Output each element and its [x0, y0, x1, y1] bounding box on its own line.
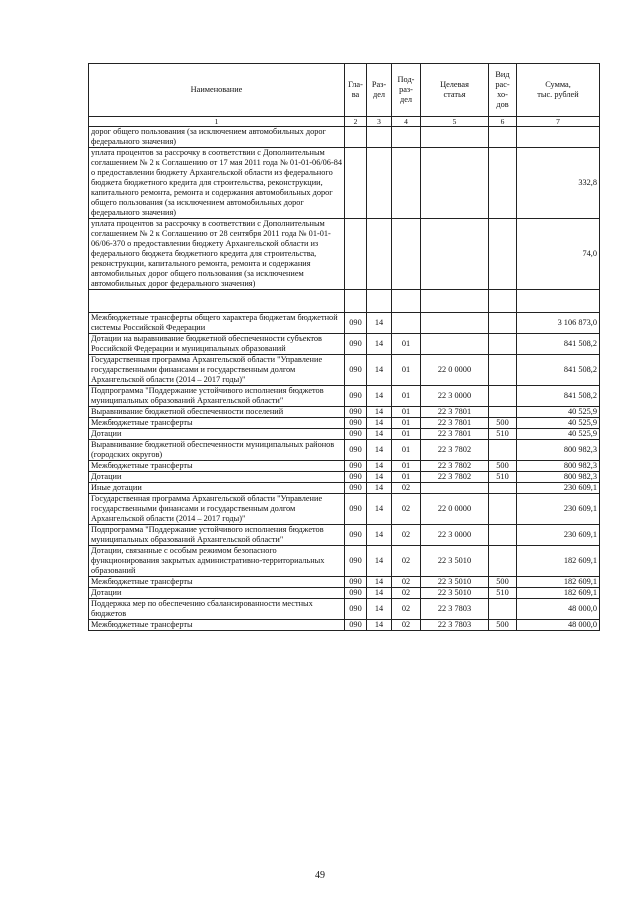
table-row [89, 472, 600, 483]
row-target: 22 3 7802 [421, 461, 489, 472]
row-target: 22 3 7801 [421, 407, 489, 418]
row-target: 22 3 0000 [421, 386, 489, 407]
row-subsection: 02 [392, 588, 421, 599]
column-number: 4 [392, 117, 421, 127]
row-chapter [345, 290, 367, 313]
row-chapter: 090 [345, 546, 367, 577]
table-row [89, 440, 600, 461]
row-exptype [489, 407, 517, 418]
row-amount: 230 609,1 [517, 494, 600, 525]
row-section [367, 290, 392, 313]
column-number-row [89, 117, 600, 127]
row-exptype: 500 [489, 461, 517, 472]
row-subsection: 01 [392, 407, 421, 418]
row-subsection [392, 127, 421, 148]
row-exptype [489, 386, 517, 407]
row-amount: 48 000,0 [517, 620, 600, 631]
table-row [89, 127, 600, 148]
row-section: 14 [367, 407, 392, 418]
row-name: Межбюджетные трансферты общего характера бюджетам бюджетной системы Российской Федерации [89, 313, 345, 334]
row-exptype [489, 355, 517, 386]
row-name: Дотации [89, 429, 345, 440]
row-amount: 230 609,1 [517, 525, 600, 546]
row-subsection: 02 [392, 546, 421, 577]
row-name: Государственная программа Архангельской области "Управление государственными финансами и государственным долгом Архангельской области (2014 – 2017 годы)" [89, 355, 345, 386]
table-row [89, 355, 600, 386]
row-chapter: 090 [345, 588, 367, 599]
row-subsection: 01 [392, 418, 421, 429]
table-row [89, 620, 600, 631]
row-section: 14 [367, 483, 392, 494]
row-name: Государственная программа Архангельской области "Управление государственными финансами и государственным долгом Архангельской области (2014 – 2017 годы)" [89, 494, 345, 525]
table-row [89, 588, 600, 599]
row-amount: 40 525,9 [517, 407, 600, 418]
row-section: 14 [367, 494, 392, 525]
table-row [89, 525, 600, 546]
row-target: 22 0 0000 [421, 494, 489, 525]
row-amount: 182 609,1 [517, 588, 600, 599]
row-subsection: 01 [392, 440, 421, 461]
page-number: 49 [315, 870, 325, 881]
row-section: 14 [367, 386, 392, 407]
row-target: 22 0 0000 [421, 355, 489, 386]
budget-table [88, 63, 600, 631]
column-number: 3 [367, 117, 392, 127]
header-subsection: Под- раз- дел [392, 64, 421, 117]
row-subsection: 02 [392, 599, 421, 620]
header-amount: Сумма, тыс. рублей [517, 64, 600, 117]
table-row [89, 461, 600, 472]
header-name: Наименование [89, 64, 345, 117]
row-exptype [489, 313, 517, 334]
header-chapter: Гла- ва [345, 64, 367, 117]
table-row [89, 483, 600, 494]
row-name: Подпрограмма "Поддержание устойчивого исполнения бюджетов муниципальных образований Архангельской области" [89, 386, 345, 407]
row-exptype [489, 525, 517, 546]
row-target: 22 3 5010 [421, 577, 489, 588]
row-section: 14 [367, 577, 392, 588]
row-target: 22 3 5010 [421, 588, 489, 599]
row-chapter: 090 [345, 355, 367, 386]
row-chapter: 090 [345, 525, 367, 546]
row-chapter: 090 [345, 599, 367, 620]
row-section: 14 [367, 588, 392, 599]
table-row [89, 407, 600, 418]
table-row [89, 599, 600, 620]
row-amount: 74,0 [517, 219, 600, 290]
row-name: Межбюджетные трансферты [89, 577, 345, 588]
row-exptype: 510 [489, 588, 517, 599]
row-amount: 800 982,3 [517, 461, 600, 472]
row-amount: 841 508,2 [517, 386, 600, 407]
table-header-row [89, 64, 600, 117]
column-number: 6 [489, 117, 517, 127]
row-name: Поддержка мер по обеспечению сбалансированности местных бюджетов [89, 599, 345, 620]
row-chapter [345, 219, 367, 290]
table-row [89, 429, 600, 440]
row-amount: 800 982,3 [517, 472, 600, 483]
table-row [89, 577, 600, 588]
table-row [89, 418, 600, 429]
row-section: 14 [367, 525, 392, 546]
column-number: 5 [421, 117, 489, 127]
row-target: 22 3 7802 [421, 440, 489, 461]
row-target [421, 313, 489, 334]
row-chapter: 090 [345, 334, 367, 355]
row-chapter: 090 [345, 577, 367, 588]
table-row [89, 219, 600, 290]
row-name: Дотации на выравнивание бюджетной обеспеченности субъектов Российской Федерации и муниципальных образований [89, 334, 345, 355]
row-name: Иные дотации [89, 483, 345, 494]
row-subsection: 02 [392, 494, 421, 525]
row-section: 14 [367, 313, 392, 334]
row-amount [517, 290, 600, 313]
row-exptype: 500 [489, 418, 517, 429]
row-exptype [489, 290, 517, 313]
row-target [421, 127, 489, 148]
row-chapter: 090 [345, 483, 367, 494]
row-subsection: 02 [392, 525, 421, 546]
row-name: Дотации, связанные с особым режимом безопасного функционирования закрытых административно-территориальных образований [89, 546, 345, 577]
row-amount: 230 609,1 [517, 483, 600, 494]
row-name: Дотации [89, 588, 345, 599]
row-target: 22 3 7803 [421, 599, 489, 620]
row-exptype: 510 [489, 429, 517, 440]
row-exptype [489, 494, 517, 525]
row-exptype: 510 [489, 472, 517, 483]
table-row [89, 386, 600, 407]
row-section: 14 [367, 546, 392, 577]
row-chapter: 090 [345, 429, 367, 440]
row-amount [517, 127, 600, 148]
row-amount: 48 000,0 [517, 599, 600, 620]
row-subsection [392, 148, 421, 219]
row-section: 14 [367, 418, 392, 429]
row-name: уплата процентов за рассрочку в соответствии с Дополнительным соглашением № 2 к Соглашению от 28 сентября 2011 года № 01-01-06/06-370 о предоставлении бюджету Архангельской области из федерального бюджета бюджетного кредита для строительства, реконструкции, капитального ремонта, ремонта и содержания автомобильных дорог общего пользования (за исключением автомобильных дорог федерального значения) [89, 219, 345, 290]
row-chapter: 090 [345, 386, 367, 407]
row-chapter: 090 [345, 494, 367, 525]
row-amount: 182 609,1 [517, 577, 600, 588]
row-subsection: 01 [392, 355, 421, 386]
row-subsection: 01 [392, 461, 421, 472]
row-name: Выравнивание бюджетной обеспеченности поселений [89, 407, 345, 418]
row-chapter: 090 [345, 620, 367, 631]
row-exptype [489, 148, 517, 219]
row-name: дорог общего пользования (за исключением автомобильных дорог федерального значения) [89, 127, 345, 148]
row-target: 22 3 7801 [421, 418, 489, 429]
row-name: Выравнивание бюджетной обеспеченности муниципальных районов (городских округов) [89, 440, 345, 461]
row-subsection [392, 219, 421, 290]
row-subsection: 01 [392, 429, 421, 440]
row-chapter [345, 148, 367, 219]
row-amount: 40 525,9 [517, 429, 600, 440]
table-row [89, 546, 600, 577]
row-chapter: 090 [345, 472, 367, 483]
row-target [421, 334, 489, 355]
row-amount: 800 982,3 [517, 440, 600, 461]
header-target: Целевая статья [421, 64, 489, 117]
column-number: 1 [89, 117, 345, 127]
row-name: Межбюджетные трансферты [89, 620, 345, 631]
row-section: 14 [367, 461, 392, 472]
header-section: Раз- дел [367, 64, 392, 117]
row-amount: 40 525,9 [517, 418, 600, 429]
row-section [367, 127, 392, 148]
row-name: Подпрограмма "Поддержание устойчивого исполнения бюджетов муниципальных образований Архангельской области" [89, 525, 345, 546]
row-section: 14 [367, 334, 392, 355]
row-amount: 841 508,2 [517, 355, 600, 386]
row-exptype [489, 599, 517, 620]
row-target: 22 3 5010 [421, 546, 489, 577]
table-row [89, 334, 600, 355]
row-exptype [489, 483, 517, 494]
row-section: 14 [367, 472, 392, 483]
row-chapter: 090 [345, 440, 367, 461]
row-subsection [392, 290, 421, 313]
row-name: Дотации [89, 472, 345, 483]
row-chapter: 090 [345, 407, 367, 418]
row-target [421, 290, 489, 313]
row-subsection: 02 [392, 577, 421, 588]
row-section: 14 [367, 440, 392, 461]
column-number: 2 [345, 117, 367, 127]
row-exptype: 500 [489, 620, 517, 631]
row-chapter: 090 [345, 461, 367, 472]
row-subsection: 01 [392, 472, 421, 483]
row-section: 14 [367, 620, 392, 631]
row-subsection: 02 [392, 620, 421, 631]
row-name: уплата процентов за рассрочку в соответствии с Дополнительным соглашением № 2 к Соглашению от 17 мая 2011 года № 01-01-06/06-84 о предоставлении бюджету Архангельской области из федерального бюджета бюджетного кредита для строительства, реконструкции, капитального ремонта, ремонта и содержания автомобильных дорог общего пользования (за исключением автомобильных дорог федерального значения) [89, 148, 345, 219]
row-name [89, 290, 345, 313]
row-target [421, 483, 489, 494]
column-number: 7 [517, 117, 600, 127]
row-section [367, 148, 392, 219]
row-exptype [489, 219, 517, 290]
row-target: 22 3 0000 [421, 525, 489, 546]
row-amount: 3 106 873,0 [517, 313, 600, 334]
row-section: 14 [367, 599, 392, 620]
row-section [367, 219, 392, 290]
header-exptype: Вид рас- хо- дов [489, 64, 517, 117]
table-row [89, 494, 600, 525]
row-amount: 332,8 [517, 148, 600, 219]
table-row [89, 148, 600, 219]
row-section: 14 [367, 355, 392, 386]
row-exptype: 500 [489, 577, 517, 588]
row-target: 22 3 7801 [421, 429, 489, 440]
row-exptype [489, 546, 517, 577]
row-exptype [489, 334, 517, 355]
row-name: Межбюджетные трансферты [89, 461, 345, 472]
row-target [421, 148, 489, 219]
row-subsection: 01 [392, 386, 421, 407]
row-subsection: 02 [392, 483, 421, 494]
row-exptype [489, 127, 517, 148]
row-subsection: 01 [392, 334, 421, 355]
row-amount: 841 508,2 [517, 334, 600, 355]
row-target: 22 3 7803 [421, 620, 489, 631]
row-amount: 182 609,1 [517, 546, 600, 577]
row-exptype [489, 440, 517, 461]
row-chapter: 090 [345, 313, 367, 334]
row-chapter [345, 127, 367, 148]
row-section: 14 [367, 429, 392, 440]
row-chapter: 090 [345, 418, 367, 429]
table-row [89, 313, 600, 334]
row-subsection [392, 313, 421, 334]
table-row [89, 290, 600, 313]
row-target [421, 219, 489, 290]
row-name: Межбюджетные трансферты [89, 418, 345, 429]
row-target: 22 3 7802 [421, 472, 489, 483]
